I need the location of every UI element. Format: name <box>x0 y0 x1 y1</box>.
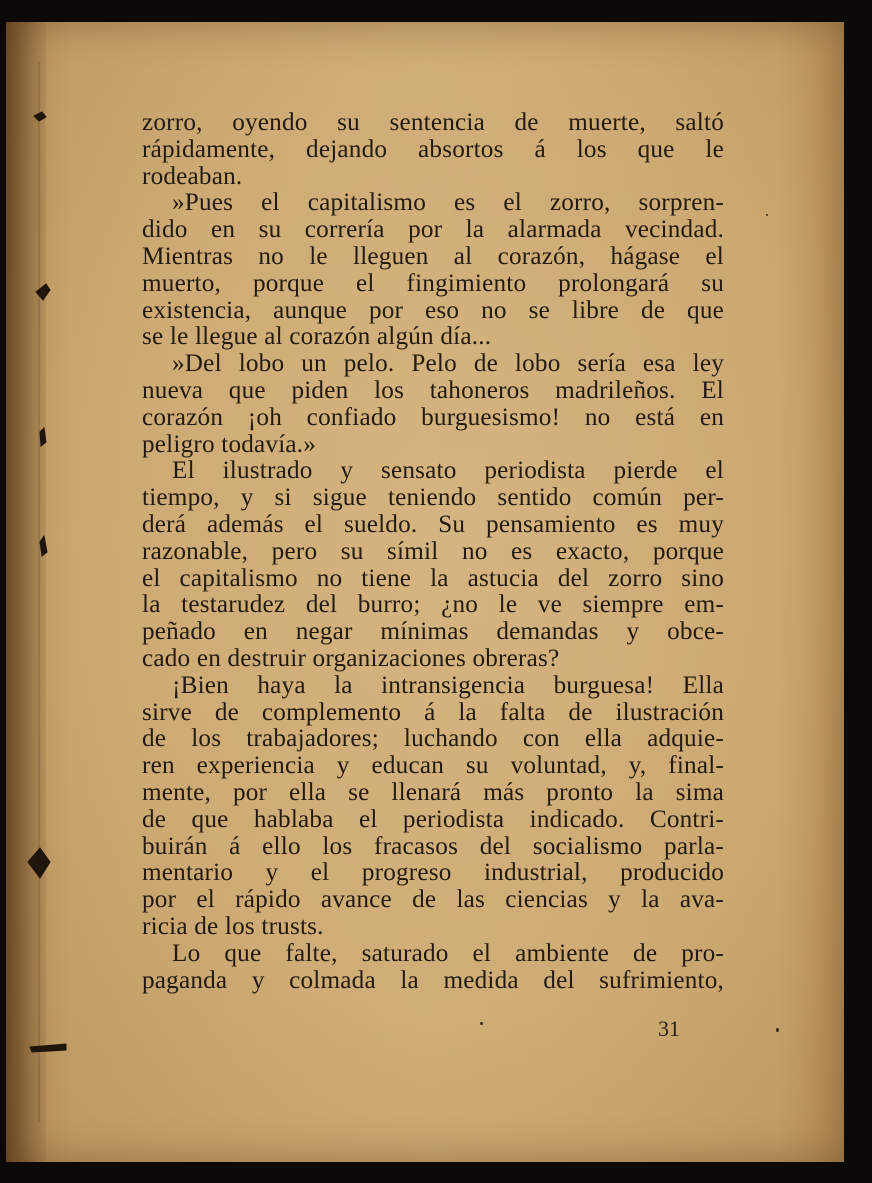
text-line: se le llegue al corazón algún día... <box>142 323 492 351</box>
book-page <box>6 22 844 1162</box>
text-line: mentario y el progreso industrial, producido <box>142 859 724 887</box>
paragraph <box>142 458 724 672</box>
text-line: ¡Bien haya la intransigencia burguesa! Ella <box>172 671 724 699</box>
text-line: cado en destruir organizaciones obreras? <box>142 644 560 672</box>
text-line: tiempo, y si sigue teniendo sentido común per- <box>142 484 724 512</box>
text-line: ricia de los trusts. <box>142 912 324 940</box>
text-line: rápidamente, dejando absortos á los que le <box>142 135 724 163</box>
paper-speck <box>776 1028 779 1032</box>
text-line: corazón ¡oh confiado burguesismo! no está en <box>142 403 724 431</box>
text-line: »Del lobo un pelo. Pelo de lobo sería esa ley <box>172 350 724 378</box>
binding-thread-marks <box>6 22 86 1162</box>
text-line: El ilustrado y sensato periodista pierde el <box>172 457 724 485</box>
text-line: de que hablaba el periodista indicado. Contri- <box>142 805 724 833</box>
paper-speck <box>766 214 768 216</box>
text-line: mente, por ella se llenará más pronto la sima <box>142 778 724 806</box>
paragraph <box>142 190 724 351</box>
text-line: ren experiencia y educan su voluntad, y, final- <box>142 752 724 780</box>
text-line: sirve de complemento á la falta de ilustración <box>142 698 724 726</box>
text-line: el capitalismo no tiene la astucia del zorro sino <box>142 564 724 592</box>
paragraph <box>142 673 724 941</box>
paper-speck <box>480 1022 483 1025</box>
text-line: Mientras no le lleguen al corazón, hágase el <box>142 242 724 270</box>
page-number: 31 <box>658 1016 680 1041</box>
text-line: la testarudez del burro; ¿no le ve siempre em- <box>142 591 724 619</box>
text-line: derá además el sueldo. Su pensamiento es muy <box>142 510 724 538</box>
text-line: Lo que falte, saturado el ambiente de pro- <box>172 939 724 967</box>
text-line: existencia, aunque por eso no se libre de que <box>142 296 724 324</box>
text-line: razonable, pero su símil no es exacto, porque <box>142 537 724 565</box>
text-line: buirán á ello los fracasos del socialismo parla- <box>142 832 724 860</box>
text-line: dido en su correría por la alarmada vecindad. <box>142 216 724 244</box>
text-line: muerto, porque el fingimiento prolongará su <box>142 269 724 297</box>
paragraph <box>142 110 724 190</box>
text-line: »Pues el capitalismo es el zorro, sorpren- <box>172 189 724 217</box>
text-line: peligro todavía.» <box>142 430 317 458</box>
text-line: de los trabajadores; luchando con ella adquie- <box>142 725 724 753</box>
text-line: peñado en negar mínimas demandas y obce- <box>142 618 724 646</box>
paragraph <box>142 351 724 458</box>
text-line: rodeaban. <box>142 162 243 190</box>
body-text <box>142 110 724 994</box>
paragraph <box>142 941 724 995</box>
text-line: paganda y colmada la medida del sufrimiento, <box>142 966 724 994</box>
text-line: por el rápido avance de las ciencias y la ava- <box>142 886 724 914</box>
text-line: zorro, oyendo su sentencia de muerte, saltó <box>142 109 724 136</box>
text-line: nueva que piden los tahoneros madrileños. El <box>142 376 724 404</box>
